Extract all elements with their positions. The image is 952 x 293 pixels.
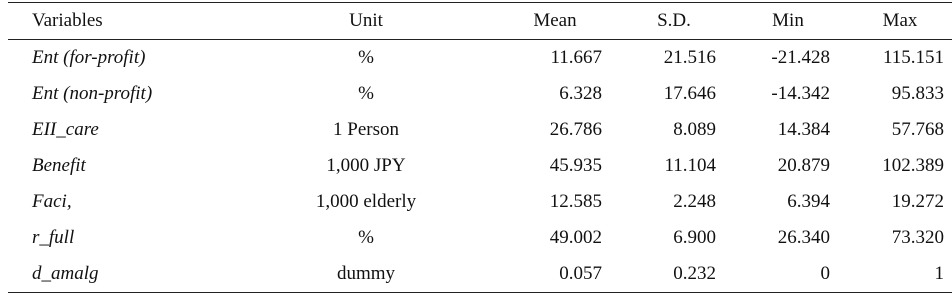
cell-variable: d_amalg	[32, 263, 99, 284]
cell-min: 26.340	[777, 227, 830, 248]
cell-max: 57.768	[891, 119, 944, 140]
cell-unit: %	[358, 47, 374, 68]
cell-variable: EII_care	[32, 119, 99, 140]
cell-max: 1	[934, 263, 944, 284]
cell-sd: 0.232	[673, 263, 716, 284]
cell-max: 95.833	[891, 83, 944, 104]
table-body	[8, 40, 952, 293]
header-mean: Mean	[533, 10, 577, 31]
cell-variable: Benefit	[32, 155, 86, 176]
cell-sd: 21.516	[663, 47, 716, 68]
table-row	[8, 184, 952, 220]
cell-variable: Ent (for-profit)	[32, 47, 146, 68]
cell-min: 6.394	[787, 191, 830, 212]
cell-mean: 11.667	[550, 47, 602, 68]
table-row	[8, 148, 952, 184]
table-header	[8, 3, 952, 40]
cell-min: 0	[820, 263, 830, 284]
cell-unit: 1,000 elderly	[315, 191, 417, 212]
cell-unit: dummy	[336, 263, 396, 284]
cell-sd: 8.089	[673, 119, 716, 140]
cell-unit: 1,000 JPY	[326, 155, 406, 176]
cell-mean: 49.002	[549, 227, 602, 248]
header-sd: S.D.	[657, 10, 691, 31]
cell-min: -21.428	[771, 47, 830, 68]
cell-mean: 26.786	[549, 119, 602, 140]
cell-mean: 0.057	[559, 263, 602, 284]
header-variables: Variables	[32, 10, 103, 31]
cell-mean: 6.328	[559, 83, 602, 104]
cell-unit: 1 Person	[333, 119, 399, 140]
cell-sd: 6.900	[673, 227, 716, 248]
cell-variable: Ent (non-profit)	[32, 83, 153, 104]
cell-sd: 17.646	[663, 83, 716, 104]
table-row	[8, 112, 952, 148]
table-row	[8, 220, 952, 256]
header-row	[8, 3, 952, 40]
header-max: Max	[882, 10, 918, 31]
header-unit: Unit	[349, 10, 383, 31]
cell-min: 14.384	[777, 119, 830, 140]
cell-mean: 45.935	[549, 155, 602, 176]
cell-min: 20.879	[777, 155, 830, 176]
descriptive-statistics-table	[8, 2, 952, 293]
cell-variable: r_full	[32, 227, 75, 248]
cell-sd: 11.104	[664, 155, 716, 176]
table-row	[8, 76, 952, 112]
cell-mean: 12.585	[549, 191, 602, 212]
cell-variable: Faci,	[32, 191, 72, 212]
cell-sd: 2.248	[673, 191, 716, 212]
header-min: Min	[772, 10, 804, 31]
cell-unit: %	[358, 83, 374, 104]
table-row	[8, 40, 952, 77]
cell-min: -14.342	[771, 83, 830, 104]
table-row	[8, 256, 952, 293]
cell-max: 115.151	[882, 47, 944, 68]
cell-max: 73.320	[891, 227, 944, 248]
cell-max: 102.389	[882, 155, 944, 176]
cell-unit: %	[358, 227, 374, 248]
cell-max: 19.272	[891, 191, 944, 212]
